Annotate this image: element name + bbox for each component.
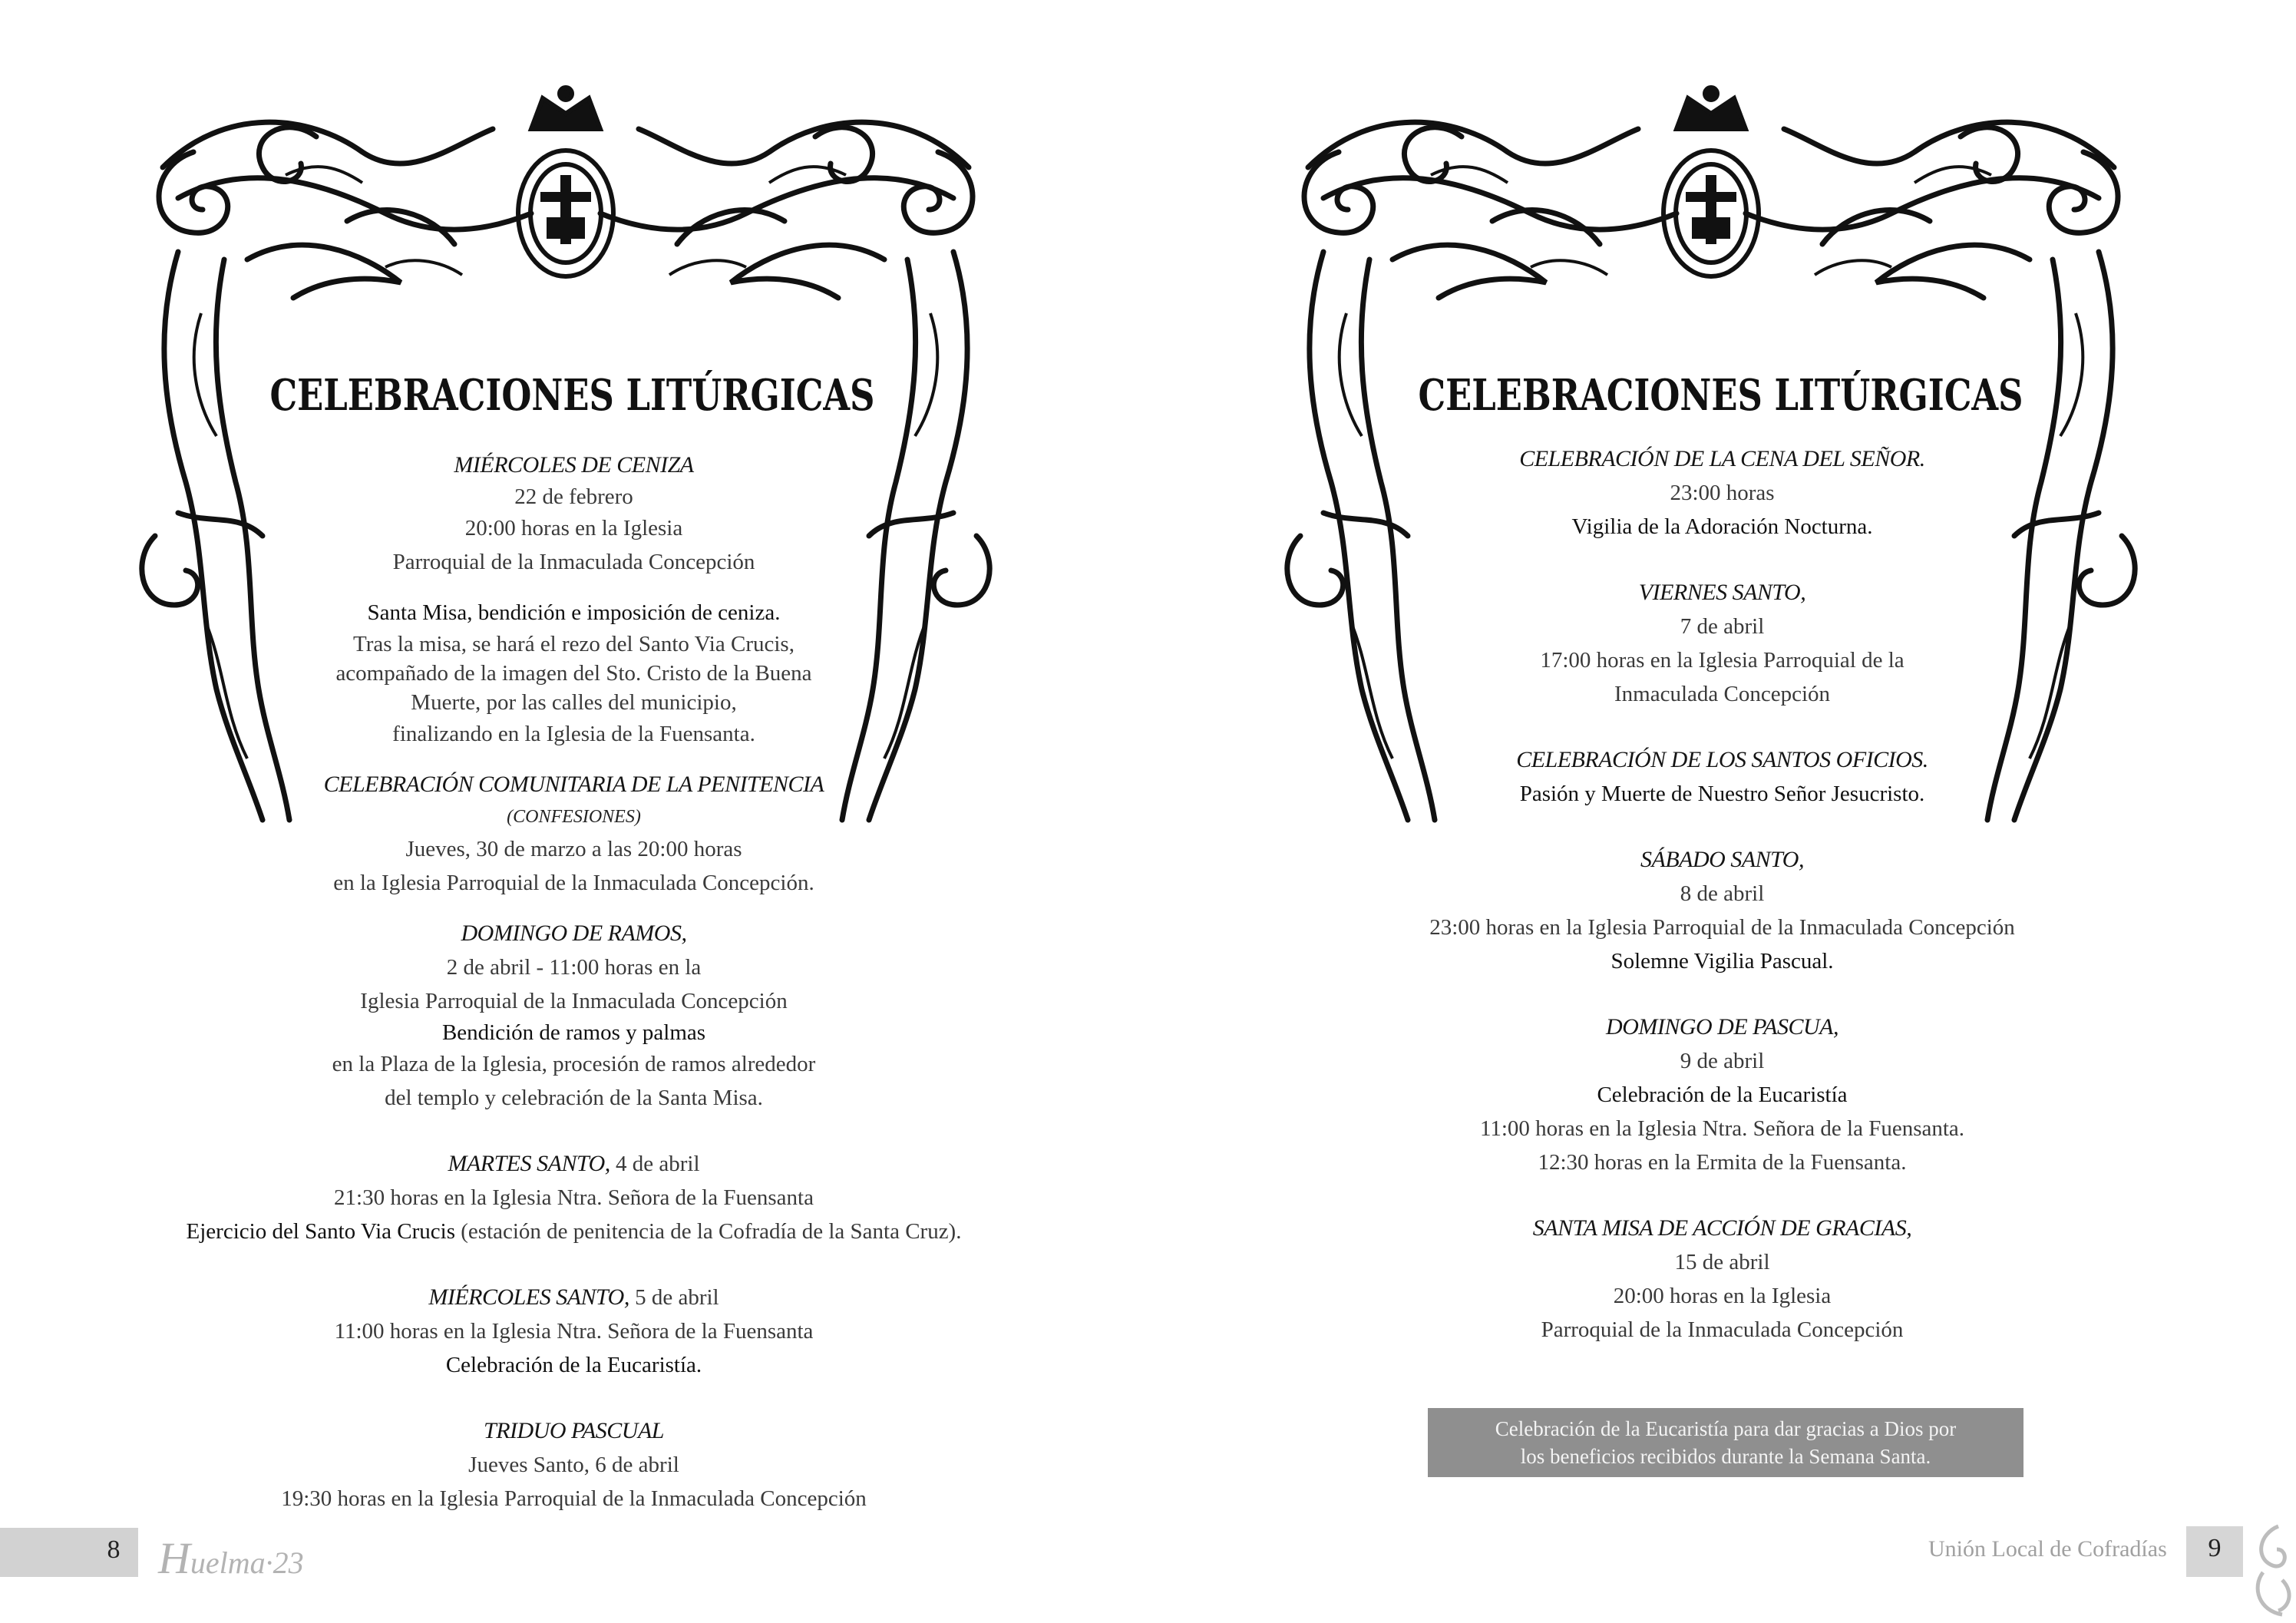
brand-text: uelma·23 xyxy=(190,1545,304,1580)
event-time: 23:00 horas en la Iglesia Parroquial de la Inmaculada Concepción xyxy=(1429,915,2015,940)
event-time: 20:00 horas en la Iglesia xyxy=(1613,1284,1832,1308)
event-domingo-pascua xyxy=(1148,1010,2296,1179)
event-date: Jueves Santo, 6 de abril xyxy=(468,1453,679,1477)
event-time: 11:00 horas en la Iglesia Ntra. Señora de la Fuensanta. xyxy=(1479,1116,1965,1141)
event-heading: CELEBRACIÓN COMUNITARIA DE LA PENITENCIA xyxy=(323,772,824,797)
event-heading-line xyxy=(0,1281,1148,1314)
event-sabado-santo xyxy=(1148,843,2296,978)
event-title: Pasión y Muerte de Nuestro Señor Jesucristo. xyxy=(1519,782,1925,806)
event-heading: TRIDUO PASCUAL xyxy=(484,1418,664,1443)
note-line: los beneficios recibidos durante la Semana Santa. xyxy=(1520,1445,1931,1468)
event-ceniza-details xyxy=(0,596,1148,751)
event-place: en la Iglesia Parroquial de la Inmaculada Concepción. xyxy=(333,871,814,895)
event-place: Parroquial de la Inmaculada Concepción xyxy=(1541,1317,1904,1342)
event-description: (estación de penitencia de la Cofradía de la Santa Cruz). xyxy=(455,1219,962,1244)
event-heading: DOMINGO DE PASCUA, xyxy=(1606,1014,1838,1040)
event-heading: DOMINGO DE RAMOS, xyxy=(461,921,687,946)
event-title: Bendición de ramos y palmas xyxy=(441,1020,706,1045)
event-martes-santo xyxy=(0,1147,1148,1248)
event-heading-line xyxy=(0,1147,1148,1181)
event-time: 20:00 horas en la Iglesia xyxy=(464,516,683,540)
event-santos-oficios xyxy=(1148,743,2296,811)
event-time: Jueves, 30 de marzo a las 20:00 horas xyxy=(405,837,742,861)
event-date: 8 de abril xyxy=(1680,881,1765,906)
event-title: Santa Misa, bendición e imposición de ceniza. xyxy=(367,600,781,625)
event-time: 12:30 horas en la Ermita de la Fuensanta. xyxy=(1538,1150,1907,1175)
event-place: Iglesia Parroquial de la Inmaculada Concepción xyxy=(360,989,788,1013)
event-title: Ejercicio del Santo Via Crucis xyxy=(186,1219,455,1244)
event-time: 2 de abril - 11:00 horas en la xyxy=(446,955,702,980)
event-place: Inmaculada Concepción xyxy=(1614,682,1831,706)
page-title: CELEBRACIONES LITÚRGICAS xyxy=(1418,370,2023,421)
event-heading: CELEBRACIÓN DE LA CENA DEL SEÑOR. xyxy=(1519,446,1925,471)
page-title: CELEBRACIONES LITÚRGICAS xyxy=(269,370,875,421)
event-heading: MIÉRCOLES SANTO, xyxy=(428,1284,629,1310)
corner-ornament-icon xyxy=(2248,1519,2296,1623)
event-triduo-pascual xyxy=(0,1414,1148,1516)
event-date: 7 de abril xyxy=(1680,614,1765,639)
event-place: Parroquial de la Inmaculada Concepción xyxy=(392,550,755,574)
footer-label: Unión Local de Cofradías xyxy=(1928,1536,2167,1562)
event-miercoles-santo xyxy=(0,1281,1148,1382)
event-accion-de-gracias xyxy=(1148,1211,2296,1347)
event-heading: SÁBADO SANTO, xyxy=(1640,847,1804,872)
event-viernes-santo xyxy=(1148,576,2296,711)
event-description: Muerte, por las calles del municipio, xyxy=(411,690,737,715)
event-detail-line xyxy=(0,1215,1148,1248)
celebrations-list-right xyxy=(1148,442,2296,1364)
event-time: 19:30 horas en la Iglesia Parroquial de la Inmaculada Concepción xyxy=(281,1486,867,1511)
event-time: 21:30 horas en la Iglesia Ntra. Señora de la Fuensanta xyxy=(334,1185,814,1210)
event-title: Celebración de la Eucaristía xyxy=(1597,1083,1848,1107)
thanksgiving-note-box xyxy=(1428,1408,2023,1477)
event-heading: SANTA MISA DE ACCIÓN DE GRACIAS, xyxy=(1532,1215,1912,1241)
event-penitencia xyxy=(0,768,1148,900)
event-date: 9 de abril xyxy=(1680,1049,1765,1073)
event-cena-del-senor xyxy=(1148,442,2296,544)
celebrations-list-left xyxy=(0,448,1148,1532)
event-subheading: (CONFESIONES) xyxy=(507,807,641,827)
brand-initial: H xyxy=(158,1533,190,1583)
event-heading: CELEBRACIÓN DE LOS SANTOS OFICIOS. xyxy=(1516,747,1928,772)
page-number: 9 xyxy=(2208,1534,2222,1562)
event-heading: MIÉRCOLES DE CENIZA xyxy=(454,452,694,478)
note-line: Celebración de la Eucaristía para dar gracias a Dios por xyxy=(1495,1417,1957,1440)
event-time: 23:00 horas xyxy=(1670,481,1775,505)
event-heading: MARTES SANTO, xyxy=(448,1151,610,1176)
event-description: finalizando en la Iglesia de la Fuensanta. xyxy=(392,722,755,746)
page-number: 8 xyxy=(107,1535,121,1564)
event-description: acompañado de la imagen del Sto. Cristo de la Buena xyxy=(335,661,812,686)
event-date: 4 de abril xyxy=(610,1152,700,1176)
event-heading: VIERNES SANTO, xyxy=(1638,580,1806,605)
event-title: Celebración de la Eucaristía. xyxy=(445,1353,702,1377)
event-date: 5 de abril xyxy=(629,1285,719,1310)
event-domingo-ramos xyxy=(0,917,1148,1115)
event-miercoles-ceniza xyxy=(0,448,1148,579)
right-page xyxy=(1148,0,2296,1623)
brand-logo xyxy=(158,1532,304,1584)
event-time: 11:00 horas en la Iglesia Ntra. Señora de la Fuensanta xyxy=(334,1319,814,1344)
event-description: Tras la misa, se hará el rezo del Santo Via Crucis, xyxy=(353,632,795,656)
event-time: 17:00 horas en la Iglesia Parroquial de la xyxy=(1540,648,1905,673)
event-title: Vigilia de la Adoración Nocturna. xyxy=(1571,514,1873,539)
event-date: 22 de febrero xyxy=(514,484,633,509)
event-title: Solemne Vigilia Pascual. xyxy=(1611,949,1834,973)
event-description: del templo y celebración de la Santa Misa. xyxy=(385,1086,763,1110)
event-date: 15 de abril xyxy=(1674,1250,1770,1274)
event-description: en la Plaza de la Iglesia, procesión de ramos alrededor xyxy=(332,1052,816,1076)
